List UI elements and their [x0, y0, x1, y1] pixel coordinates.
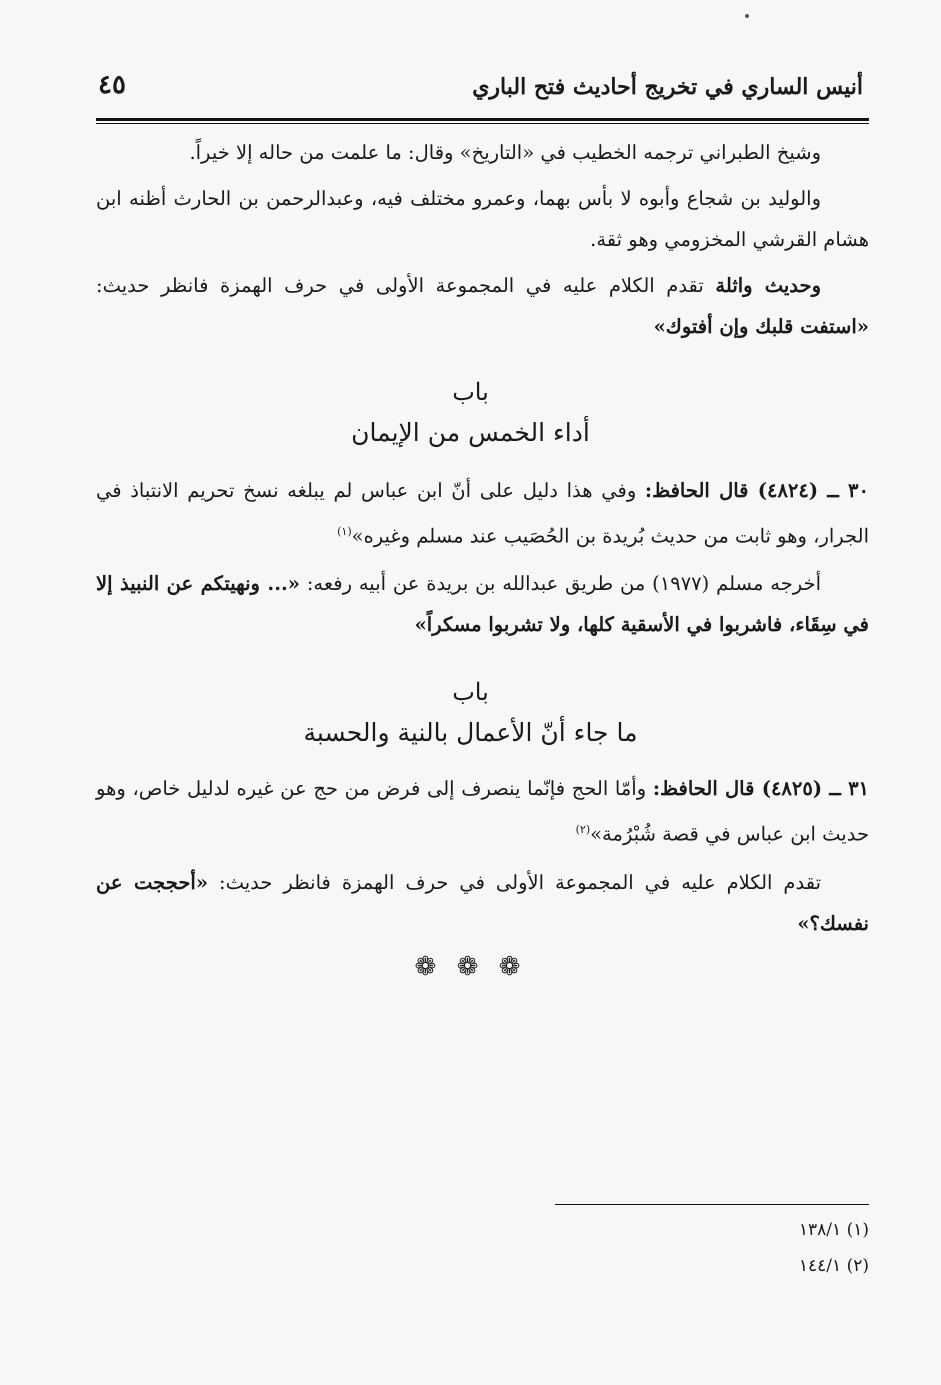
footnote-2 [799, 1256, 869, 1276]
header-rule-thin [96, 123, 869, 124]
chapter-title-1: أداء الخمس من الإيمان [351, 418, 590, 447]
footnote-marker: (٢) [575, 823, 591, 836]
footnote-number: (١) [846, 1220, 869, 1240]
footnote-1 [799, 1220, 869, 1240]
reference-paragraph-31 [96, 862, 869, 944]
scan-speck [745, 14, 749, 18]
entry-text: وأمّا الحج فإنّما ينصرف إلى فرض من حج عن غيره لدليل خاص، وهو حديث ابن عباس في قصة شُبْرُمة» [96, 777, 869, 846]
header-rule [96, 118, 869, 121]
paragraph-lead: وحديث واثلة [715, 274, 822, 297]
intro-paragraph-3 [96, 265, 869, 347]
page-number: ٤٥ [98, 70, 126, 100]
reference-text: تقدم الكلام عليه في المجموعة الأولى في حرف الهمزة فانظر حديث: [208, 871, 822, 894]
intro-paragraph-2: والوليد بن شجاع وأبوه لا بأس بهما، وعمرو مختلف فيه، وعبدالرحمن بن الحارث أظنه ابن هشام القرشي المخزومي وهو ثقة. [96, 187, 869, 251]
section-ornament: ❁ ❁ ❁ [414, 952, 527, 982]
intro-paragraph-1: وشيخ الطبراني ترجمه الخطيب في «التاريخ» وقال: ما علمت من حاله إلا خيراً. [189, 141, 821, 164]
running-header-title: أنيس الساري في تخريج أحاديث فتح الباري [472, 74, 863, 100]
chapter-word-1: باب [452, 378, 489, 406]
footnote-reference: ١٣٨/١ [798, 1220, 842, 1240]
footnote-rule [555, 1204, 869, 1205]
footnote-reference: ١٤٤/١ [798, 1256, 842, 1276]
hadith-quote: «... ونهيتكم عن النبيذ إلا في سِقَاء، فاشربوا في الأسقية كلها، ولا تشربوا مسكراً» [96, 572, 869, 636]
paragraph-text: تقدم الكلام عليه في المجموعة الأولى في حرف الهمزة فانظر حديث: [96, 274, 716, 297]
footnote-number: (٢) [846, 1256, 869, 1276]
chapter-title-2: ما جاء أنّ الأعمال بالنية والحسبة [303, 718, 638, 747]
entry-text: وفي هذا دليل على أنّ ابن عباس لم يبلغه نسخ تحريم الانتباذ في الجرار، وهو ثابت من حديث بُريدة بن الحُصَيب عند مسلم وغيره» [96, 479, 869, 548]
takhrij-text: أخرجه مسلم (١٩٧٧) من طريق عبدالله بن بريدة عن أبيه رفعه: [299, 572, 821, 595]
footnote-marker: (١) [337, 525, 352, 538]
hadith-quote: «أحججت عن نفسك؟» [96, 871, 869, 935]
takhrij-paragraph-30 [96, 563, 869, 645]
entry-number-lead: ٣٠ ــ (٤٨٢٤) قال الحافظ: [644, 479, 869, 502]
entry-number-lead: ٣١ ــ (٤٨٢٥) قال الحافظ: [652, 777, 870, 800]
hadith-quote: «استفت قلبك وإن أفتوك» [653, 315, 869, 338]
hadith-entry-30 [96, 470, 869, 557]
hadith-entry-31 [96, 768, 869, 855]
chapter-word-2: باب [452, 678, 489, 706]
